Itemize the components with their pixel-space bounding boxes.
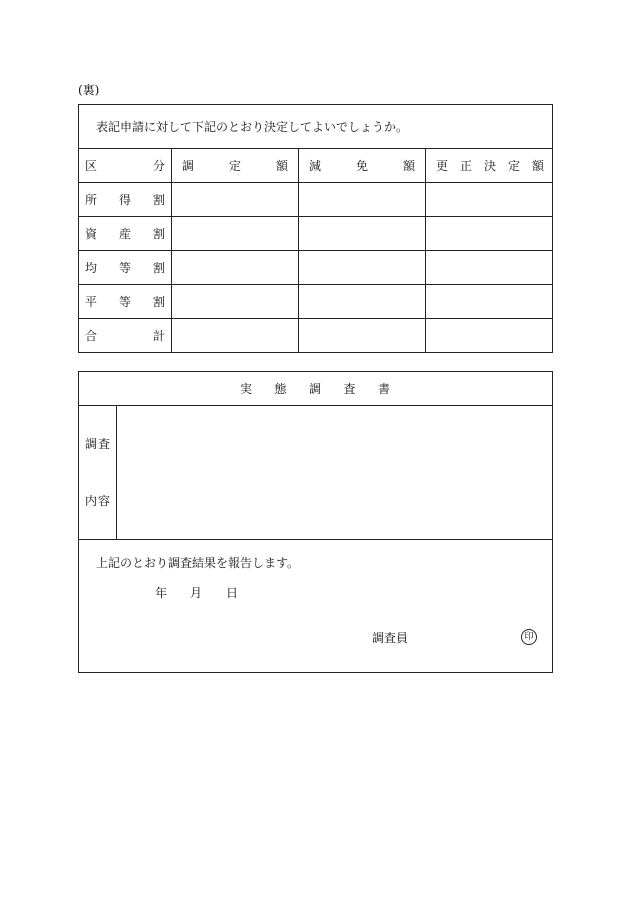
spread-char: 区 bbox=[85, 159, 98, 173]
spread-char: 実 bbox=[240, 382, 253, 396]
seal-mark bbox=[521, 629, 537, 645]
spread-char: 均 bbox=[85, 261, 98, 275]
spread-char: 等 bbox=[118, 295, 131, 309]
survey-content-area[interactable] bbox=[118, 407, 550, 537]
row-label-household-levy bbox=[85, 295, 165, 309]
spread-char: 平 bbox=[85, 295, 98, 309]
spread-char: 査 bbox=[343, 382, 356, 396]
spread-char: 決 bbox=[483, 159, 496, 173]
spread-char: 資 bbox=[85, 227, 98, 241]
survey-side-label-bottom bbox=[85, 494, 110, 508]
column-header-reduction-amount bbox=[309, 159, 415, 173]
spread-char: 産 bbox=[118, 227, 131, 241]
spread-char: 得 bbox=[118, 193, 131, 207]
spread-char: 額 bbox=[531, 159, 544, 173]
decision-intro-text: 表記申請に対して下記のとおり決定してよいでしょうか。 bbox=[96, 120, 409, 134]
spread-char: 割 bbox=[152, 227, 165, 241]
column-header-assessed-amount bbox=[182, 159, 288, 173]
spread-char: 調 bbox=[85, 437, 98, 451]
spread-char: 定 bbox=[228, 159, 241, 173]
date-year-label: 年 bbox=[155, 586, 168, 600]
spread-char: 定 bbox=[507, 159, 520, 173]
spread-char: 減 bbox=[309, 159, 322, 173]
row-label-per-capita-levy bbox=[85, 261, 165, 275]
spread-char: 合 bbox=[85, 329, 98, 343]
date-month-label: 月 bbox=[190, 586, 203, 600]
column-header-corrected-amount bbox=[436, 159, 544, 173]
spread-char: 免 bbox=[355, 159, 368, 173]
column-header-category bbox=[85, 159, 165, 173]
spread-char: 等 bbox=[118, 261, 131, 275]
investigator-label: 調査員 bbox=[372, 631, 409, 645]
spread-char: 額 bbox=[402, 159, 415, 173]
spread-char: 態 bbox=[274, 382, 287, 396]
spread-char: 調 bbox=[182, 159, 195, 173]
seal-mark-text: 印 bbox=[524, 632, 534, 642]
row-label-income-levy bbox=[85, 193, 165, 207]
date-day-label: 日 bbox=[226, 586, 239, 600]
survey-title bbox=[240, 382, 390, 396]
spread-char: 割 bbox=[152, 193, 165, 207]
survey-side-label-top bbox=[85, 437, 110, 451]
spread-char: 割 bbox=[152, 295, 165, 309]
spread-char: 額 bbox=[275, 159, 288, 173]
spread-char: 書 bbox=[377, 382, 390, 396]
spread-char: 容 bbox=[97, 494, 110, 508]
spread-char: 割 bbox=[152, 261, 165, 275]
row-label-asset-levy bbox=[85, 227, 165, 241]
spread-char: 調 bbox=[308, 382, 321, 396]
spread-char: 更 bbox=[436, 159, 449, 173]
spread-char: 査 bbox=[97, 437, 110, 451]
spread-char: 計 bbox=[152, 329, 165, 343]
report-statement: 上記のとおり調査結果を報告します。 bbox=[96, 556, 300, 570]
spread-char: 内 bbox=[85, 494, 98, 508]
spread-char: 所 bbox=[85, 193, 98, 207]
spread-char: 分 bbox=[152, 159, 165, 173]
spread-char: 正 bbox=[459, 159, 472, 173]
page-label: (裏) bbox=[78, 83, 100, 97]
row-label-total bbox=[85, 329, 165, 343]
